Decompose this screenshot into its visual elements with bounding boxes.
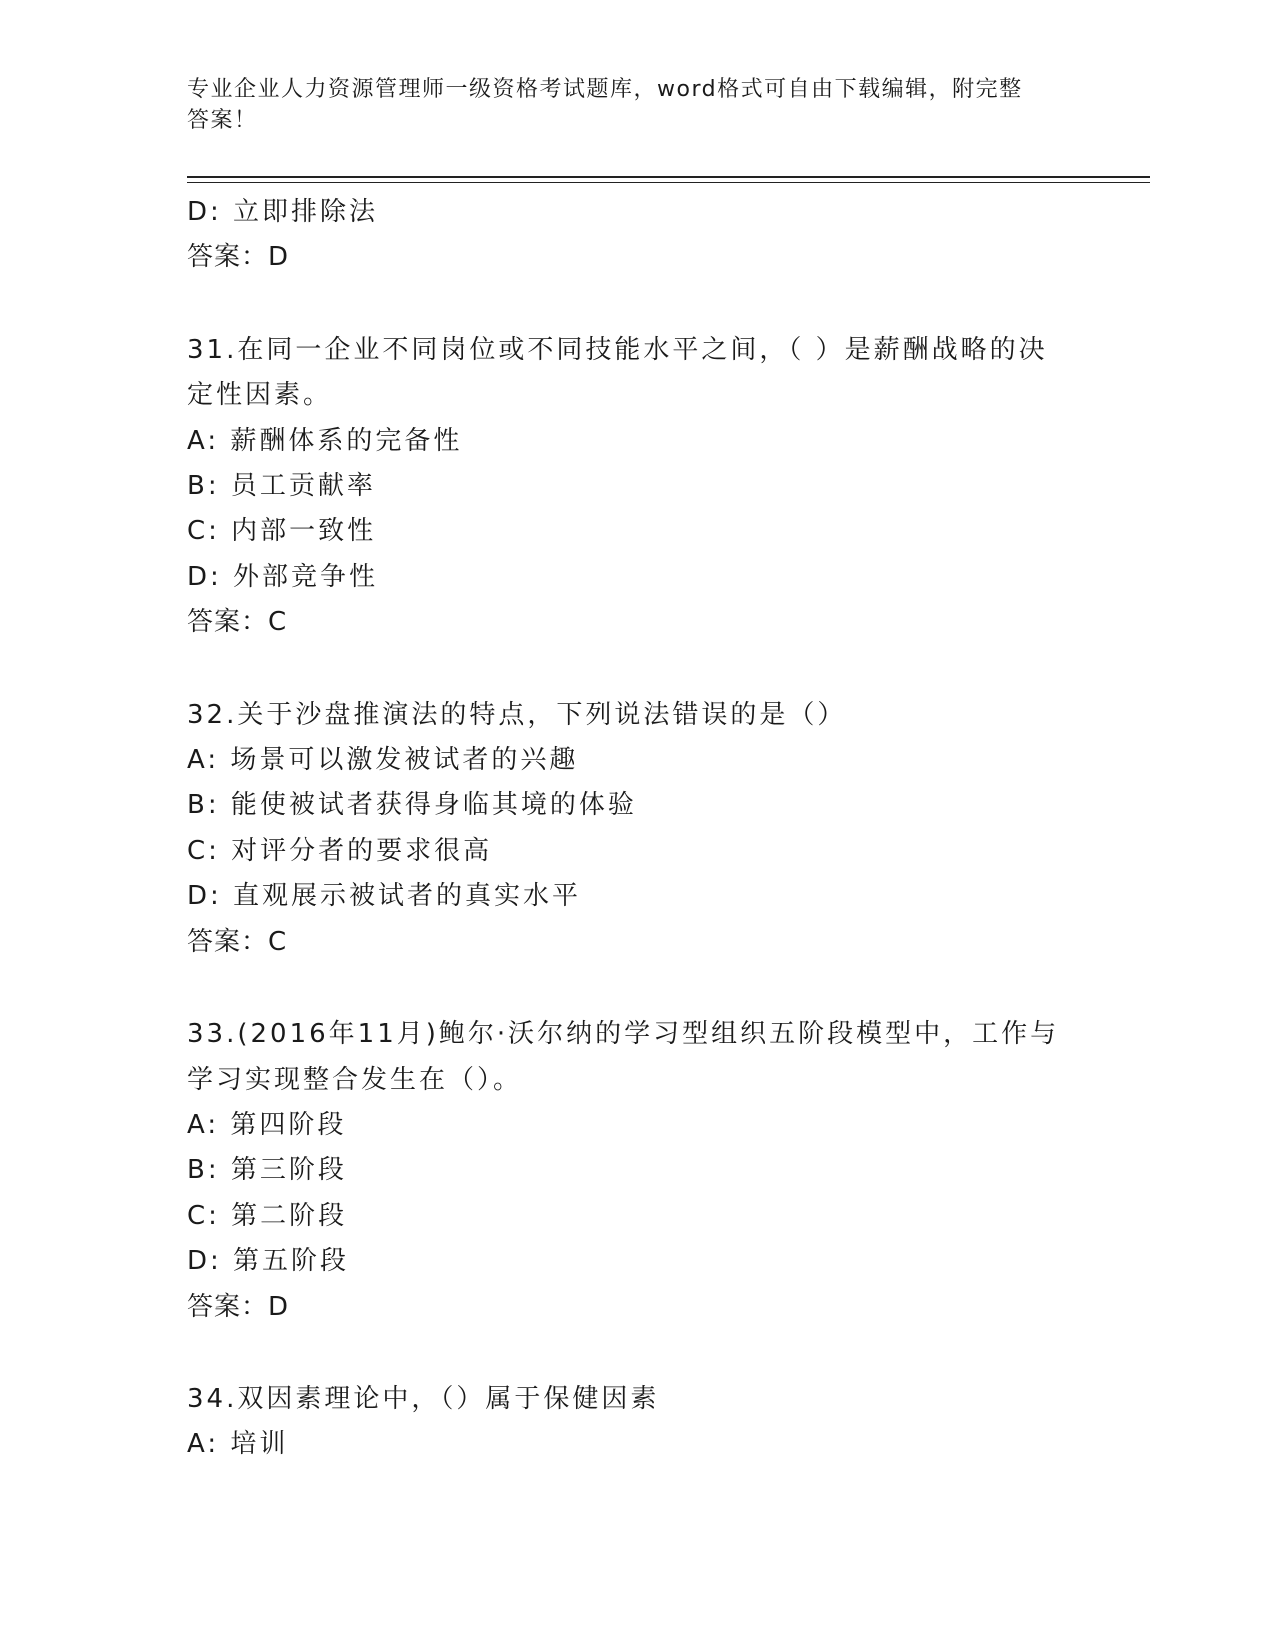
question-stem-line-2: 定性因素。 <box>187 380 333 411</box>
question-stem-line-2: 学习实现整合发生在（）。 <box>187 1064 523 1095</box>
previous-question-tail <box>187 190 1067 281</box>
option-d: D: 直观展示被试者的真实水平 <box>187 881 582 912</box>
option-d: D: 第五阶段 <box>187 1246 350 1277</box>
question-33 <box>187 1012 1067 1330</box>
question-32 <box>187 693 1067 965</box>
question-stem-line-1: 33.(2016年11月)鲍尔·沃尔纳的学习型组织五阶段模型中，工作与 <box>187 1019 1060 1050</box>
answer-line: 答案：D <box>187 242 290 273</box>
answer-line: 答案：D <box>187 1291 290 1322</box>
header-line-1: 专业企业人力资源管理师一级资格考试题库，word格式可自由下载编辑，附完整 <box>187 77 1023 102</box>
question-31 <box>187 328 1067 646</box>
answer-line: 答案：C <box>187 607 288 638</box>
option-a: A: 场景可以激发被试者的兴趣 <box>187 745 579 776</box>
header-line-2: 答案！ <box>187 108 258 133</box>
option-c: C: 第二阶段 <box>187 1200 348 1231</box>
option-d: D: 立即排除法 <box>187 197 379 227</box>
option-a: A: 第四阶段 <box>187 1109 347 1140</box>
question-34 <box>187 1377 1067 1468</box>
header-rule-thick <box>187 176 1150 178</box>
option-b: B: 能使被试者获得身临其境的体验 <box>187 790 637 821</box>
question-stem-line-1: 31.在同一企业不同岗位或不同技能水平之间，（ ）是薪酬战略的决 <box>187 334 1048 365</box>
option-c: C: 内部一致性 <box>187 516 377 547</box>
question-list <box>187 190 1067 1468</box>
question-stem-line-1: 32.关于沙盘推演法的特点，下列说法错误的是（） <box>187 699 847 730</box>
option-b: B: 第三阶段 <box>187 1155 347 1186</box>
option-a: A: 培训 <box>187 1429 289 1460</box>
page-header <box>187 74 1067 136</box>
option-b: B: 员工贡献率 <box>187 471 376 502</box>
option-c: C: 对评分者的要求很高 <box>187 835 493 866</box>
option-d: D: 外部竞争性 <box>187 561 379 592</box>
header-rule-thin <box>187 182 1150 183</box>
answer-line: 答案：C <box>187 926 288 957</box>
option-a: A: 薪酬体系的完备性 <box>187 425 463 456</box>
question-stem-line-1: 34.双因素理论中，（）属于保健因素 <box>187 1383 660 1414</box>
